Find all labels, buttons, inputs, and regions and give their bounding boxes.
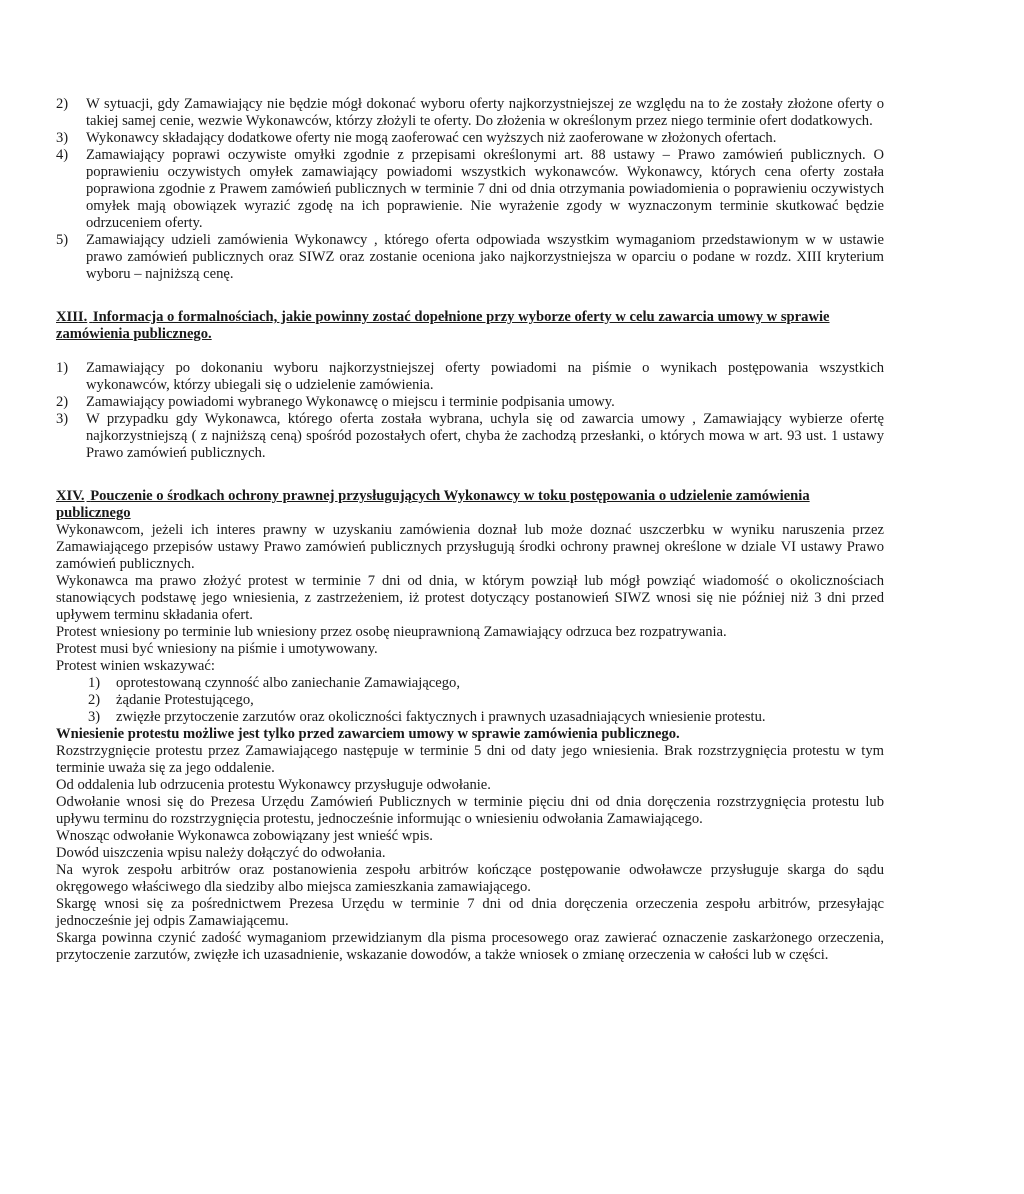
paragraph: Skarga powinna czynić zadość wymaganiom przewidzianym dla pisma procesowego oraz zawierać oznaczenie zaskarżonego orzeczenia, przytoczenie zarzutów, zwięzłe ich uzasadnienie, wskazanie dowodów, a także wniosek o zmianę orzeczenia w całości lub w części.	[56, 930, 884, 963]
section-heading-xiii: XIII. Informacja o formalnościach, jakie powinny zostać dopełnione przy wyborze oferty w celu zawarcia umowy w sprawie zamówienia publicznego.	[56, 309, 830, 342]
list-item: 2) żądanie Protestującego,	[88, 692, 254, 708]
paragraph: Od oddalenia lub odrzucenia protestu Wykonawcy przysługuje odwołanie.	[56, 777, 491, 793]
paragraph: Na wyrok zespołu arbitrów oraz postanowienia zespołu arbitrów kończące postępowanie odwoławcze przysługuje skarga do sądu okręgowego właściwego dla siedziby albo miejsca zamieszkania zamawiającego.	[56, 862, 884, 895]
list-item: 2) W sytuacji, gdy Zamawiający nie będzie mógł dokonać wyboru oferty najkorzystniejszej ze względu na to że zostały złożone oferty o takiej samej cenie, wezwie Wykonawców, którzy złożyli te oferty. Do złożenia w określonym przez niego terminie ofert dodatkowych.	[56, 96, 884, 129]
paragraph: Skargę wnosi się za pośrednictwem Prezesa Urzędu w terminie 7 dni od dnia doręczenia orzeczenia zespołu arbitrów, przesyłając jednocześnie jej odpis Zamawiającemu.	[56, 896, 884, 929]
section-heading-xiv: XIV. Pouczenie o środkach ochrony prawnej przysługujących Wykonawcy w toku postępowania o udzielenie zamówienia publicznego	[56, 488, 810, 521]
list-item: 3) Wykonawcy składający dodatkowe oferty nie mogą zaoferować cen wyższych niż zaoferowane w złożonych ofertach.	[56, 130, 777, 146]
list-item: 5) Zamawiający udzieli zamówienia Wykonawcy , którego oferta odpowiada wszystkim wymaganiom przedstawionym w w ustawie prawo zamówień publicznych oraz SIWZ oraz zostanie oceniona jako najkorzystniejsza w oparciu o podane w rozdz. XIII kryterium wyboru – najniższą cenę.	[56, 232, 884, 282]
paragraph: Rozstrzygnięcie protestu przez Zamawiającego następuje w terminie 5 dni od daty jego wniesienia. Brak rozstrzygnięcia protestu w tym terminie uważa się za jego oddalenie.	[56, 743, 884, 776]
paragraph: Odwołanie wnosi się do Prezesa Urzędu Zamówień Publicznych w terminie pięciu dni od dnia doręczenia rozstrzygnięcia protestu lub upływu terminu do rozstrzygnięcia protestu, jednocześnie informując o wniesieniu odwołania Zamawiającego.	[56, 794, 884, 827]
bold-paragraph: Wniesienie protestu możliwe jest tylko przed zawarciem umowy w sprawie zamówienia publicznego.	[56, 726, 680, 742]
list-item: 3) zwięzłe przytoczenie zarzutów oraz okoliczności faktycznych i prawnych uzasadniających wniesienie protestu.	[88, 709, 766, 725]
paragraph: Protest wniesiony po terminie lub wniesiony przez osobę nieuprawnioną Zamawiający odrzuca bez rozpatrywania.	[56, 624, 727, 640]
list-item: 1) Zamawiający po dokonaniu wyboru najkorzystniejszej oferty powiadomi na piśmie o wynikach postępowania wszystkich wykonawców, którzy ubiegali się o udzielenie zamówienia.	[56, 360, 884, 393]
paragraph: Protest winien wskazywać:	[56, 658, 215, 674]
paragraph: Wykonawca ma prawo złożyć protest w terminie 7 dni od dnia, w którym powziął lub mógł powziąć wiadomość o okolicznościach stanowiących podstawę jego wniesienia, z zastrzeżeniem, iż protest dotyczący postanowień SIWZ wnosi się nie później niż 3 dni przed upływem terminu składania ofert.	[56, 573, 884, 623]
list-item: 1) oprotestowaną czynność albo zaniechanie Zamawiającego,	[88, 675, 461, 691]
list-item: 2) Zamawiający powiadomi wybranego Wykonawcę o miejscu i terminie podpisania umowy.	[56, 394, 615, 410]
list-item: 4) Zamawiający poprawi oczywiste omyłki zgodnie z przepisami określonymi art. 88 ustawy – Prawo zamówień publicznych. O poprawieniu oczywistych omyłek zamawiający powiadomi wszystkich wykonawców. Wykonawcy, których cena oferty została poprawiona zgodnie z Prawem zamówień publicznych w terminie 7 dni od dnia otrzymania powiadomienia o poprawieniu oczywistych omyłek mają obowiązek wyrazić zgodę na ich poprawienie. Nie wyrażenie zgody w wyznaczonym terminie skutkować będzie odrzuceniem oferty.	[56, 147, 884, 231]
section-xiii-list	[56, 360, 884, 462]
list-continuation	[56, 96, 884, 283]
paragraph: Wykonawcom, jeżeli ich interes prawny w uzyskaniu zamówienia doznał lub może doznać uszczerbku w wyniku naruszenia przez Zamawiającego przepisów ustawy Prawo zamówień publicznych przysługują środki ochrony prawnej określone w dziale VI ustawy Prawo zamówień publicznych.	[56, 522, 884, 572]
protest-requirements-list	[56, 675, 884, 726]
paragraph: Wnosząc odwołanie Wykonawca zobowiązany jest wnieść wpis.	[56, 828, 433, 844]
paragraph: Protest musi być wniesiony na piśmie i umotywowany.	[56, 641, 378, 657]
paragraph: Dowód uiszczenia wpisu należy dołączyć do odwołania.	[56, 845, 386, 861]
list-item: 3) W przypadku gdy Wykonawca, którego oferta została wybrana, uchyla się od zawarcia umowy , Zamawiający wybierze ofertę najkorzystniejszą ( z najniższą ceną) spośród pozostałych ofert, chyba że zachodzą przesłanki, o których mowa w art. 93 ust. 1 ustawy Prawo zamówień publicznych.	[56, 411, 884, 461]
